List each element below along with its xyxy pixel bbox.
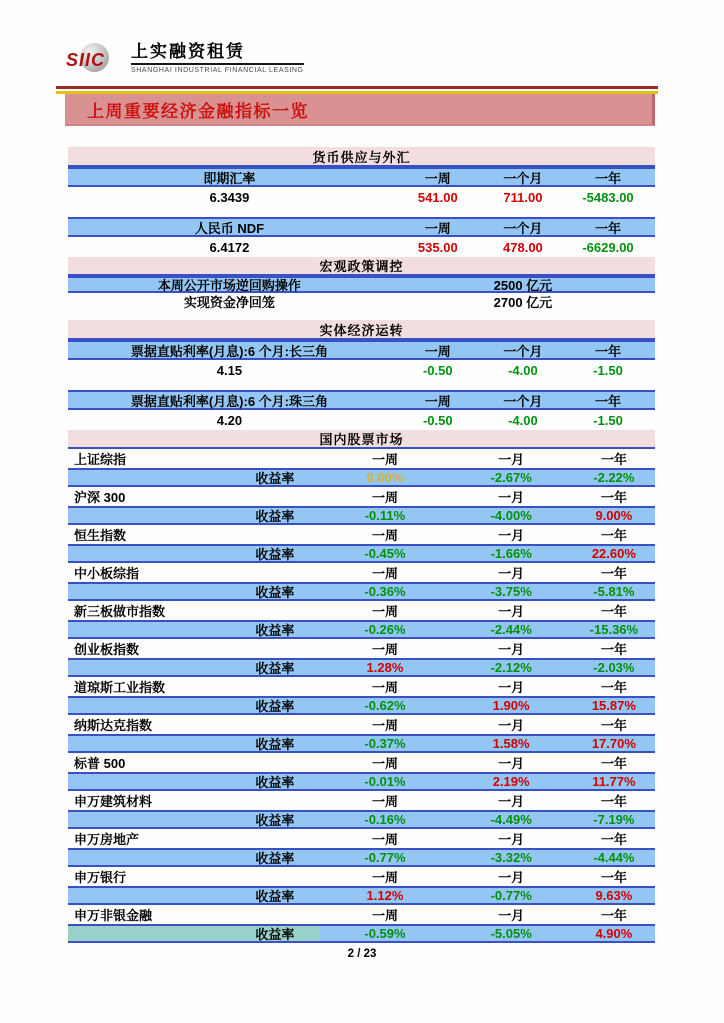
table-row-net-withdrawal [68, 293, 655, 310]
current-value: 4.15 [216, 362, 243, 378]
page-title-bar [65, 94, 655, 126]
row-label: 人民币 NDF [194, 220, 265, 236]
period-label: 一年 [600, 604, 627, 619]
stock-index-row [68, 677, 655, 696]
return-label: 收益率 [255, 585, 295, 600]
value-cell: -0.50 [422, 412, 453, 428]
period-label: 一周 [371, 604, 398, 619]
value-cell: 15.87% [591, 698, 636, 713]
table-row-bill-yrd-head [68, 340, 655, 360]
value-cell: -5.05% [490, 926, 532, 941]
table-row-spot-head [68, 167, 655, 187]
period-label: 一年 [600, 718, 627, 733]
value-cell: -0.77% [490, 888, 532, 903]
stock-return-row [68, 582, 655, 601]
stock-index-row [68, 563, 655, 582]
value-cell: -2.22% [593, 470, 635, 485]
table-row-bill-prd-values [68, 410, 655, 430]
period-label: 一周 [424, 343, 451, 359]
period-label: 一年 [594, 393, 621, 409]
value-cell: -0.11% [364, 508, 406, 523]
period-label: 一个月 [503, 393, 543, 409]
value-cell: 535.00 [417, 239, 458, 255]
section-gap [68, 207, 655, 217]
return-label: 收益率 [255, 547, 295, 562]
stock-index-name: 沪深 300 [74, 490, 126, 505]
value-cell: 2500 亿元 [493, 278, 553, 293]
stock-index-row [68, 791, 655, 810]
page-title: 上周重要经济金融指标一览 [87, 101, 309, 121]
value-cell: -0.26% [364, 622, 406, 637]
value-cell: -3.32% [490, 850, 532, 865]
section-title: 国内股票市场 [319, 432, 404, 447]
stock-index-row [68, 715, 655, 734]
return-label: 收益率 [255, 623, 295, 638]
value-cell: 22.60% [591, 546, 636, 561]
value-cell: -5.81% [593, 584, 635, 599]
current-value: 6.3439 [209, 189, 250, 205]
stock-index-row [68, 753, 655, 772]
value-cell: -0.37% [364, 736, 406, 751]
period-label: 一周 [424, 170, 451, 186]
period-label: 一月 [498, 718, 525, 733]
section-header-macro-policy [68, 257, 655, 276]
period-label: 一周 [371, 718, 398, 733]
period-label: 一个月 [503, 170, 543, 186]
period-label: 一月 [498, 490, 525, 505]
table-row-bill-yrd-values [68, 360, 655, 380]
value-cell: 541.00 [417, 189, 458, 205]
stock-index-row [68, 601, 655, 620]
stock-return-row [68, 544, 655, 563]
stock-return-row [68, 620, 655, 639]
table-row-ndf-head [68, 217, 655, 237]
stock-index-name: 申万非银金融 [74, 908, 153, 923]
period-label: 一年 [600, 452, 627, 467]
period-label: 一周 [371, 528, 398, 543]
company-name-en: SHANGHAI INDUSTRIAL FINANCIAL LEASING [131, 66, 304, 74]
stock-index-name: 新三板做市指数 [74, 604, 166, 619]
period-label: 一周 [371, 832, 398, 847]
value-cell: 1.90% [492, 698, 530, 713]
siic-logo-text: SIIC [66, 50, 106, 70]
value-cell: 11.77% [592, 774, 636, 789]
stock-index-row [68, 905, 655, 924]
value-cell: -2.44% [490, 622, 532, 637]
value-cell: -1.66% [490, 546, 532, 561]
value-cell: -1.50 [593, 412, 623, 428]
period-label: 一周 [371, 566, 398, 581]
company-name-cn: 上实融资租赁 [131, 42, 304, 65]
row-label: 票据直贴利率(月息):6 个月:珠三角 [130, 393, 328, 409]
period-label: 一月 [498, 870, 525, 885]
period-label: 一个月 [503, 343, 543, 359]
value-cell: 2700 亿元 [493, 295, 553, 310]
period-label: 一年 [600, 566, 627, 581]
period-label: 一年 [594, 220, 621, 236]
period-label: 一月 [498, 604, 525, 619]
value-cell: -4.49% [490, 812, 532, 827]
value-cell: -6629.00 [582, 239, 634, 255]
period-label: 一月 [498, 528, 525, 543]
value-cell: -4.00 [508, 362, 538, 378]
stock-index-row [68, 829, 655, 848]
stock-return-row [68, 506, 655, 525]
stock-return-row [68, 924, 655, 943]
stock-index-name: 申万银行 [74, 870, 127, 885]
stock-index-name: 标普 500 [74, 756, 126, 771]
period-label: 一年 [600, 794, 627, 809]
stock-index-row [68, 867, 655, 886]
period-label: 一年 [600, 756, 627, 771]
value-cell: -0.45% [364, 546, 406, 561]
value-cell: -0.16% [364, 812, 406, 827]
divider-dark-red [56, 86, 658, 89]
period-label: 一周 [371, 642, 398, 657]
period-label: 一周 [371, 452, 398, 467]
period-label: 一月 [498, 756, 525, 771]
period-label: 一年 [600, 832, 627, 847]
period-label: 一周 [371, 680, 398, 695]
section-title: 宏观政策调控 [319, 259, 404, 274]
stock-return-row [68, 696, 655, 715]
stock-index-name: 纳斯达克指数 [74, 718, 153, 733]
value-cell: -3.75% [490, 584, 532, 599]
return-label: 收益率 [255, 661, 295, 676]
period-label: 一周 [424, 393, 451, 409]
section-gap [68, 310, 655, 320]
period-label: 一月 [498, 794, 525, 809]
value-cell: 9.63% [595, 888, 633, 903]
section-title: 货币供应与外汇 [312, 149, 411, 165]
stock-index-row [68, 487, 655, 506]
stock-index-name: 上证综指 [74, 452, 127, 467]
value-cell: -2.67% [490, 470, 532, 485]
value-cell: -0.59% [364, 926, 406, 941]
stock-index-row [68, 639, 655, 658]
value-cell: -2.12% [490, 660, 532, 675]
period-label: 一年 [600, 680, 627, 695]
section-gap [68, 380, 655, 390]
period-label: 一年 [600, 870, 627, 885]
siic-logo-mark [66, 42, 124, 74]
period-label: 一周 [371, 794, 398, 809]
return-label: 收益率 [255, 889, 295, 904]
indicator-tables [68, 147, 655, 943]
current-value: 6.4172 [209, 239, 250, 255]
value-cell: 4.90% [595, 926, 633, 941]
row-label: 票据直贴利率(月息):6 个月:长三角 [130, 343, 328, 359]
value-cell: -15.36% [589, 622, 639, 637]
section-title: 实体经济运转 [319, 322, 404, 338]
stock-rows [68, 449, 655, 943]
period-label: 一年 [600, 642, 627, 657]
stock-return-row [68, 886, 655, 905]
row-label: 本周公开市场逆回购操作 [157, 278, 301, 293]
value-cell: -4.44% [593, 850, 635, 865]
value-cell: 1.28% [366, 660, 404, 675]
return-label: 收益率 [255, 509, 295, 524]
return-label: 收益率 [255, 699, 295, 714]
value-cell: -5483.00 [582, 189, 634, 205]
period-label: 一年 [600, 908, 627, 923]
stock-return-row [68, 468, 655, 487]
value-cell: 478.00 [503, 239, 543, 255]
value-cell: -0.77% [364, 850, 406, 865]
value-cell: -4.00 [508, 412, 538, 428]
return-label: 收益率 [255, 813, 295, 828]
return-label: 收益率 [255, 775, 295, 790]
section-header-money-fx [68, 147, 655, 167]
value-cell: -0.36% [364, 584, 406, 599]
period-label: 一月 [498, 680, 525, 695]
stock-index-row [68, 449, 655, 468]
value-cell: 711.00 [503, 189, 543, 205]
row-label: 即期汇率 [203, 170, 256, 186]
stock-return-row [68, 734, 655, 753]
period-label: 一月 [498, 832, 525, 847]
period-label: 一月 [498, 452, 525, 467]
value-cell: 1.58% [492, 736, 530, 751]
stock-index-name: 申万建筑材料 [74, 794, 153, 809]
stock-return-row [68, 848, 655, 867]
period-label: 一周 [371, 490, 398, 505]
return-label: 收益率 [255, 737, 295, 752]
value-cell: 0.00% [366, 470, 404, 485]
value-cell: 2.19% [492, 774, 530, 789]
stock-index-row [68, 525, 655, 544]
value-cell: 9.00% [595, 508, 633, 523]
table-row-spot-values [68, 187, 655, 207]
section-header-stock-market [68, 430, 655, 449]
value-cell: -0.50 [422, 362, 453, 378]
return-label: 收益率 [255, 851, 295, 866]
period-label: 一年 [600, 490, 627, 505]
stock-return-row [68, 772, 655, 791]
value-cell: -7.19% [593, 812, 635, 827]
value-cell: -2.03% [593, 660, 635, 675]
section-header-real-economy [68, 320, 655, 340]
row-label: 实现资金净回笼 [183, 295, 275, 310]
stock-index-name: 恒生指数 [74, 528, 127, 543]
period-label: 一月 [498, 566, 525, 581]
return-label: 收益率 [68, 926, 320, 941]
return-label: 收益率 [255, 471, 295, 486]
value-cell: 17.70% [591, 736, 636, 751]
table-row-bill-prd-head [68, 390, 655, 410]
value-cell: -1.50 [593, 362, 623, 378]
value-cell: -4.00% [490, 508, 532, 523]
period-label: 一个月 [503, 220, 543, 236]
stock-index-name: 申万房地产 [74, 832, 140, 847]
current-value: 4.20 [216, 412, 243, 428]
period-label: 一年 [600, 528, 627, 543]
period-label: 一周 [371, 756, 398, 771]
period-label: 一年 [594, 170, 621, 186]
period-label: 一周 [371, 870, 398, 885]
table-row-ndf-values [68, 237, 655, 257]
value-cell: -0.01% [364, 774, 406, 789]
brand-names [131, 42, 304, 74]
period-label: 一周 [371, 908, 398, 923]
period-label: 一月 [498, 642, 525, 657]
stock-index-name: 中小板综指 [74, 566, 140, 581]
period-label: 一月 [498, 908, 525, 923]
value-cell: 1.12% [366, 888, 404, 903]
stock-return-row [68, 658, 655, 677]
brand-logo [66, 42, 304, 74]
table-row-repo [68, 276, 655, 293]
stock-index-name: 道琼斯工业指数 [74, 680, 166, 695]
period-label: 一周 [424, 220, 451, 236]
value-cell: -0.62% [364, 698, 406, 713]
page-indicator: 2 / 23 [347, 948, 377, 960]
stock-return-row [68, 810, 655, 829]
period-label: 一年 [594, 343, 621, 359]
stock-index-name: 创业板指数 [74, 642, 140, 657]
